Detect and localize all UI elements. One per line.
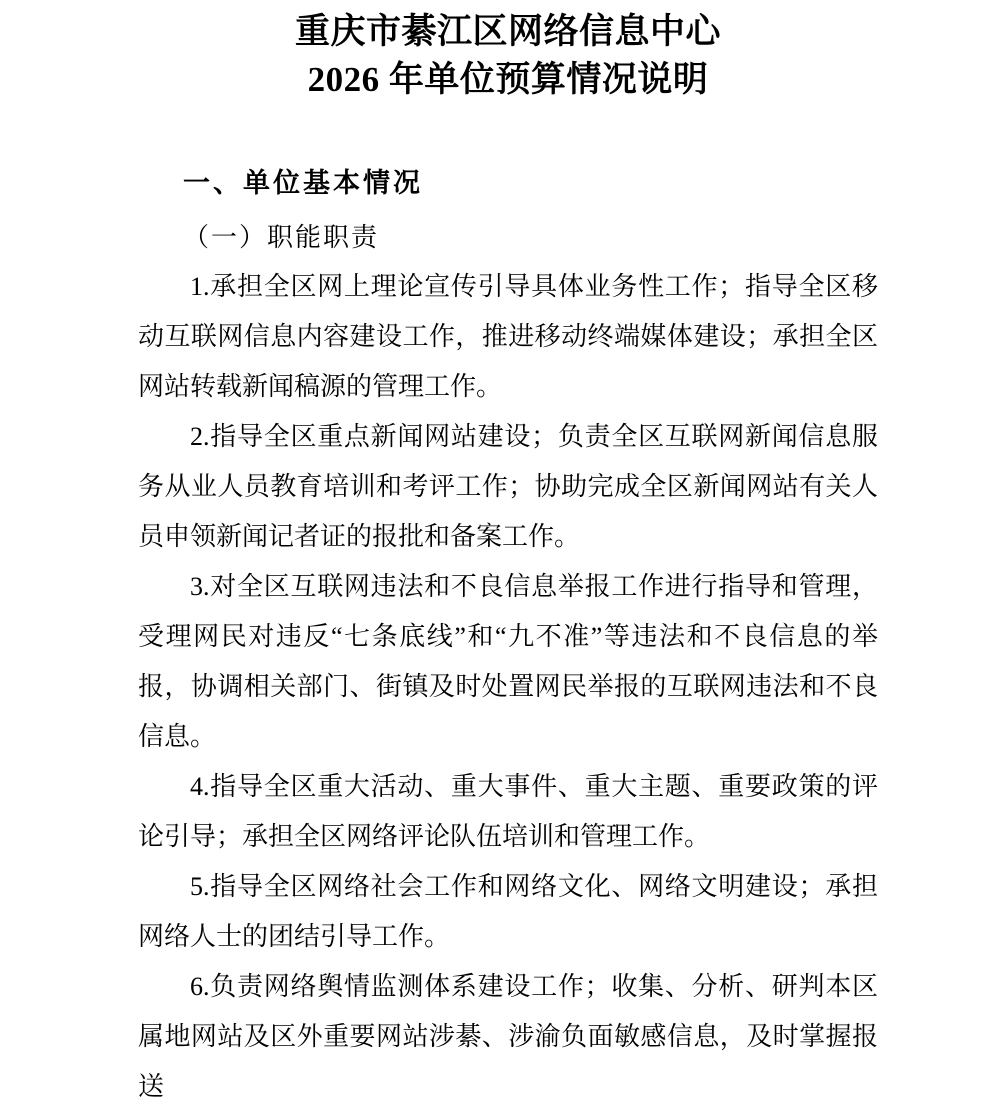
body-paragraph-4: 4.指导全区重大活动、重大事件、重大主题、重要政策的评论引导；承担全区网络评论队伍培训和管理工作。 <box>138 772 878 851</box>
title-line-1: 重庆市綦江区网络信息中心 <box>294 12 721 51</box>
body-paragraph-5: 5.指导全区网络社会工作和网络文化、网络文明建设；承担网络人士的团结引导工作。 <box>138 872 878 951</box>
body-paragraph-1: 1.承担全区网上理论宣传引导具体业务性工作；指导全区移动互联网信息内容建设工作，推进移动终端媒体建设；承担全区网站转载新闻稿源的管理工作。 <box>138 272 878 401</box>
section-heading: 一、单位基本情况 <box>183 168 423 198</box>
document-body <box>138 262 878 1112</box>
body-paragraph-6: 6.负责网络舆情监测体系建设工作；收集、分析、研判本区属地网站及区外重要网站涉綦、涉渝负面敏感信息，及时掌握报送 <box>138 972 878 1101</box>
body-paragraph-2: 2.指导全区重点新闻网站建设；负责全区互联网新闻信息服务从业人员教育培训和考评工作；协助完成全区新闻网站有关人员申领新闻记者证的报批和备案工作。 <box>138 422 878 551</box>
body-paragraph-3: 3.对全区互联网违法和不良信息举报工作进行指导和管理，受理网民对违反“七条底线”和“九不准”等违法和不良信息的举报，协调相关部门、街镇及时处置网民举报的互联网违法和不良信息。 <box>138 572 878 751</box>
title-line-2: 2026 年单位预算情况说明 <box>307 60 709 99</box>
subsection-heading: （一）职能职责 <box>183 223 380 252</box>
document-title <box>138 8 878 104</box>
